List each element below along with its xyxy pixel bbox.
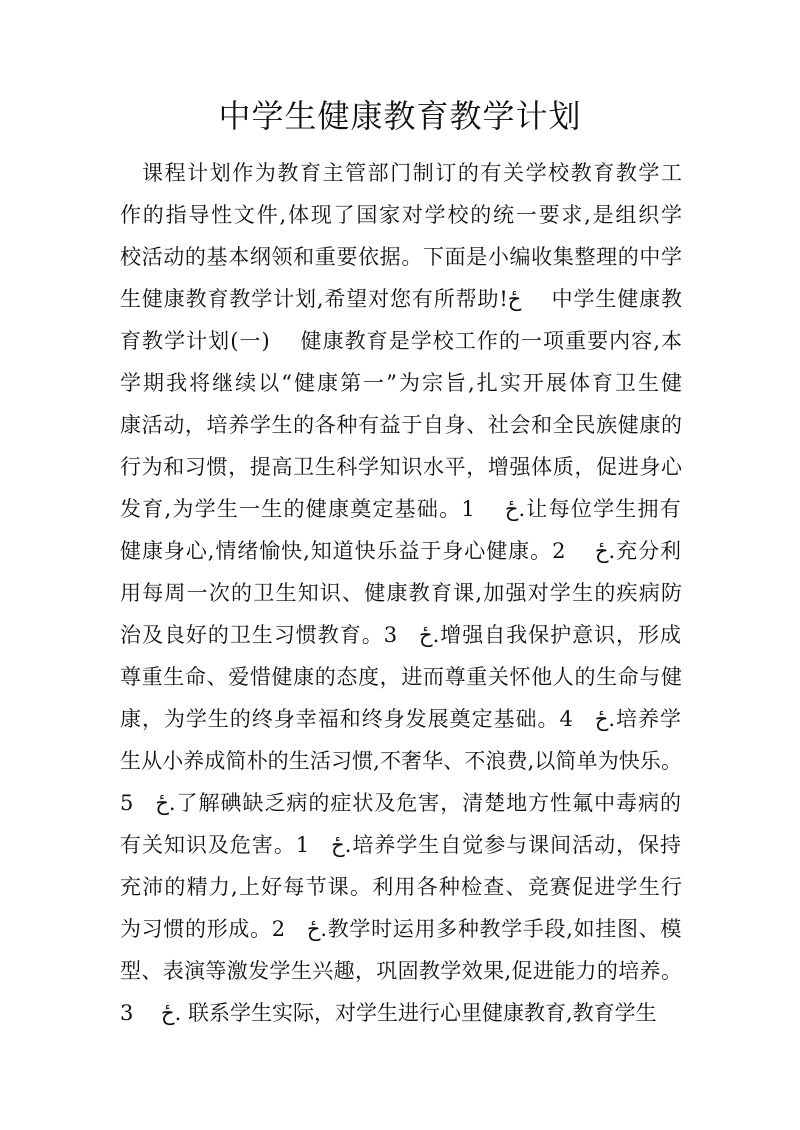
document-body: [120, 152, 682, 1034]
text-line: 康，为学生的终身幸福和终身发展奠定基础。ځ 4.培养学: [120, 707, 682, 731]
text-line: 有关知识及危害。ځ 1.培养学生自觉参与课间活动，保持: [120, 833, 682, 857]
text-line: 治及良好的卫生习惯教育。ځ 3.增强自我保护意识，形成: [120, 623, 682, 647]
text-line: 为习惯的形成。ځ 2.教学时运用多种教学手段,如挂图、模: [120, 917, 682, 941]
text-line: 校活动的基本纲领和重要依据。下面是小编收集整理的中学: [120, 245, 682, 269]
text-line: ځ 5.了解碘缺乏病的症状及危害，清楚地方性氟中毒病的: [120, 791, 682, 815]
text-line: 行为和习惯，提高卫生科学知识水平，增强体质，促进身心: [120, 455, 682, 479]
text-line: 生从小养成简朴的生活习惯,不奢华、不浪费,以简单为快乐。: [120, 749, 682, 773]
text-line: 康活动，培养学生的各种有益于自身、社会和全民族健康的: [120, 413, 682, 437]
text-line: 生健康教育教学计划,希望对您有所帮助!ځ 中学生健康教: [120, 287, 682, 311]
text-line: 充沛的精力,上好每节课。利用各种检查、竞赛促进学生行: [120, 875, 682, 899]
text-line: 学期我将继续以“健康第一”为宗旨,扎实开展体育卫生健: [120, 371, 682, 395]
text-line: 发育,为学生一生的健康奠定基础。ځ 1.让每位学生拥有: [120, 497, 682, 521]
text-line: 课程计划作为教育主管部门制订的有关学校教育教学工: [142, 161, 682, 185]
text-line: 用每周一次的卫生知识、健康教育课,加强对学生的疾病防: [120, 581, 682, 605]
text-line: 型、表演等激发学生兴趣，巩固教学效果,促进能力的培养。: [120, 959, 682, 983]
text-line: 健康身心,情绪愉快,知道快乐益于身心健康。ځ 2.充分利: [120, 539, 682, 563]
document-title: 中学生健康教育教学计划: [218, 97, 582, 135]
text-line: ځ 3. 联系学生实际，对学生进行心里健康教育,教育学生: [120, 1001, 657, 1025]
text-line: 作的指导性文件,体现了国家对学校的统一要求,是组织学: [120, 203, 682, 227]
text-line: 尊重生命、爱惜健康的态度，进而尊重关怀他人的生命与健: [120, 665, 682, 689]
text-line: 育教学计划(一) 健康教育是学校工作的一项重要内容,本: [120, 329, 682, 353]
